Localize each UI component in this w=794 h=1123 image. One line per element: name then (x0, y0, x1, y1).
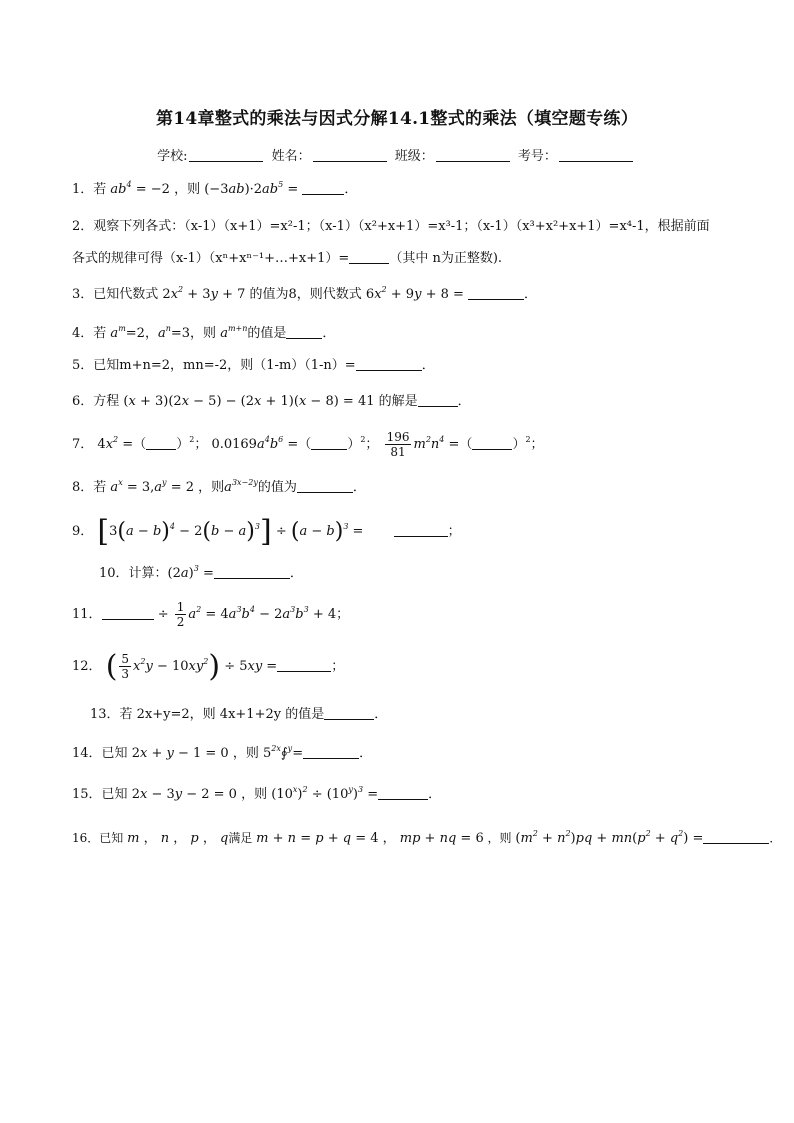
answer-blank[interactable] (303, 746, 359, 759)
question-6: 6．方程 (x + 3)(2x − 5) − (2x + 1)(x − 8) = 41 的解是 ． (72, 394, 471, 409)
name-label: 姓名： (271, 149, 311, 164)
formula: $5^{2x}∮^y=$ (262, 744, 304, 761)
formula: $4x^2$ = (97, 435, 134, 452)
formula: $0.0169a^4b^6$ = (211, 435, 299, 452)
question-12: 12． ( $\frac{5}{3}$ $x^2y - 10xy^2) \div 5xy$ = ； (72, 649, 345, 684)
question-9: 9． $[3(a - b)^4 - 2(b - a)^3] \div (a - b)^3$ = ； (72, 514, 461, 549)
formula: ÷ $\frac{1}{2}$ $a^2 = 4a^3b^4 - 2a^3b^3 + 4$ (157, 600, 337, 629)
question-14: 14．已知 2x + y − 1 = 0 ，则 $5^{2x}∮^y=$ ． (72, 744, 373, 761)
answer-blank[interactable] (394, 524, 448, 537)
student-info-row (0, 145, 794, 164)
formula: $(2a)^3$ = (167, 564, 214, 581)
formula: $a^{3x-2y}$ (224, 478, 258, 495)
question-4: 4．若 $a^m=2$，$a^n=3$，则 $a^{m+n}$的值是 ． (72, 324, 336, 341)
school-field[interactable] (189, 149, 263, 162)
formula: $[3(a - b)^4 - 2(b - a)^3] \div (a - b)^3$ = (97, 514, 364, 549)
answer-blank[interactable] (286, 326, 322, 339)
formula: $(10^x)^2 \div (10^y)^3$ = (271, 785, 379, 802)
formula: $ab^4 = -2$ (110, 180, 170, 197)
answer-blank[interactable] (297, 480, 353, 493)
question-2-line-1: 2．观察下列各式：（x-1）（x+1）=x²-1；（x-1）（x²+x+1）=x³-1；（x-1）（x³+x²+x+1）=x⁴-1，根据前面 (72, 219, 710, 234)
answer-blank[interactable] (302, 182, 344, 195)
formula: 2x − 3y − 2 = 0 (131, 787, 237, 802)
formula: $(m^2 + n^2)pq + mn(p^2 + q^2)$ = (515, 829, 704, 846)
question-5: 5．已知m+n=2，mn=-2，则（1-m）（1-n）= ． (72, 358, 435, 373)
formula: $a^m$ (110, 324, 126, 341)
question-1: 1．若 $ab^4 = -2$ ，则 $(-3ab)\cdot 2ab^5$ = ． (72, 180, 358, 197)
question-16: 16．已知 m ， n ， p ， q满足 m + n = p + q = 4 ， mp + nq = 6 ，则 $(m^2 + n^2)pq + mn(p^2 + q^2)$ = ． (72, 829, 782, 846)
fraction: $\frac{196}{81}$ (386, 430, 410, 459)
formula: m + n = p + q = 4 ， mp + nq = 6 (256, 831, 484, 846)
question-3: 3．已知代数式 $2x^2 + 3y + 7$ 的值为8，则代数式 $6x^2 + 9y + 8$ = ． (72, 285, 538, 302)
school-label: 学校: (157, 149, 188, 164)
question-10: 10．计算：$(2a)^3$ = ． (99, 564, 303, 581)
formula: $6x^2 + 9y + 8$ = (365, 285, 464, 302)
answer-blank[interactable] (214, 566, 290, 579)
question-13: 13．若 2x+y=2，则 4x+1+2y 的值是 ． (90, 707, 388, 722)
formula: $2x^2 + 3y + 7$ (162, 285, 246, 302)
class-field[interactable] (436, 149, 510, 162)
formula: 2x + y − 1 = 0 (131, 746, 229, 761)
question-2-line-2: 各式的规律可得（x-1）（xⁿ+xⁿ⁻¹+…+x+1）= （其中 n为正整数). (72, 251, 503, 266)
answer-blank[interactable] (277, 659, 331, 672)
formula: ( $\frac{5}{3}$ $x^2y - 10xy^2) \div 5xy$ = (105, 649, 278, 684)
answer-blank[interactable] (472, 437, 512, 450)
formula: $(-3ab)\cdot 2ab^5$ = (204, 180, 299, 197)
answer-blank[interactable] (418, 394, 458, 407)
answer-blank[interactable] (146, 437, 176, 450)
answer-blank[interactable] (468, 287, 524, 300)
question-7: 7． $4x^2$ =（ ）$^2$； $0.0169a^4b^6$ =（ ）$^2$； $\frac{196}{81}$ $m^2n^4$ =（ ）$^2$； (72, 430, 544, 459)
answer-blank[interactable] (703, 831, 769, 844)
page-title: 第14章整式的乘法与因式分解14.1整式的乘法（填空题专练） (155, 109, 639, 129)
formula: m ， n ， p ， q (127, 831, 229, 846)
formula: $a^n$ (157, 324, 171, 341)
formula: (x + 3)(2x − 5) − (2x + 1)(x − 8) = 41 (123, 394, 375, 409)
formula: $m^2n^4$ = (413, 435, 460, 452)
answer-blank[interactable] (311, 437, 347, 450)
question-8: 8．若 $a^x = 3,a^y = 2$ ，则$a^{3x-2y}$的值为 ． (72, 478, 366, 495)
answer-blank[interactable] (102, 607, 154, 620)
question-11: 11． ÷ $\frac{1}{2}$ $a^2 = 4a^3b^4 - 2a^3b^3 + 4$； (72, 600, 350, 629)
number-label: 考号： (517, 149, 557, 164)
formula: $a^x = 3,a^y = 2$ (110, 478, 195, 495)
answer-blank[interactable] (349, 251, 389, 264)
formula: $a^{m+n}$ (220, 324, 248, 341)
answer-blank[interactable] (378, 787, 428, 800)
question-15: 15．已知 2x − 3y − 2 = 0 ，则 $(10^x)^2 \div (10^y)^3$ = ． (72, 785, 442, 802)
number-field[interactable] (559, 149, 633, 162)
answer-blank[interactable] (356, 358, 422, 371)
answer-blank[interactable] (324, 707, 374, 720)
name-field[interactable] (313, 149, 387, 162)
class-label: 班级： (394, 149, 434, 164)
